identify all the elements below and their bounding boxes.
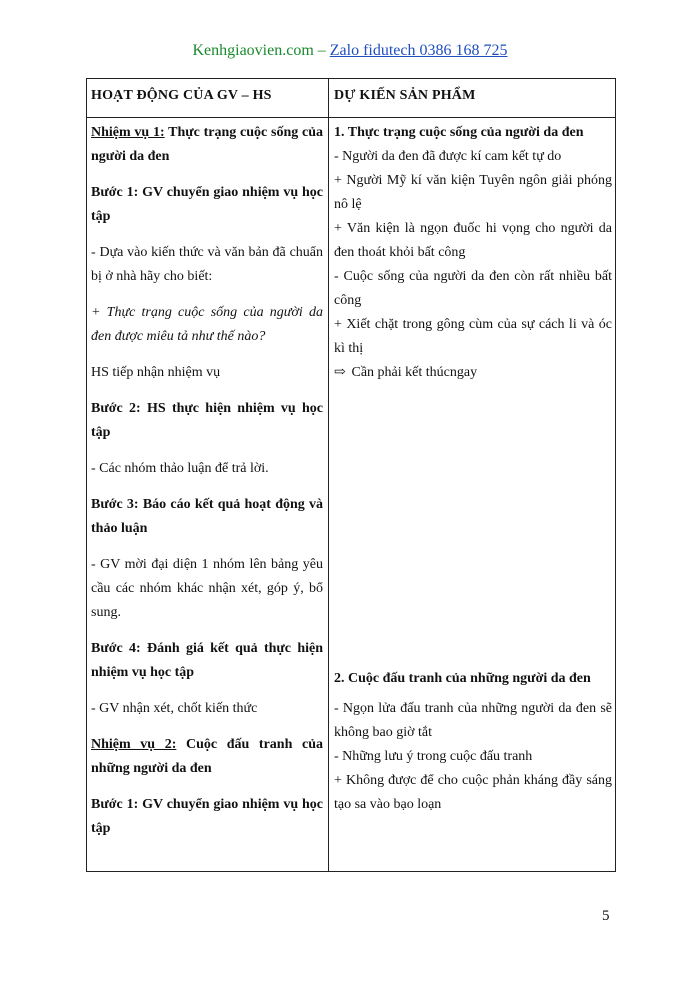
step2-heading: Bước 2: HS thực hiện nhiệm vụ học tập — [91, 401, 323, 440]
step4-text: - GV nhận xét, chốt kiến thức — [91, 701, 258, 716]
page-number: 5 — [602, 908, 610, 924]
section1-line: + Xiết chặt trong gông cùm của sự cách li và óc kì thị — [334, 317, 612, 356]
header-site: Kenhgiaovien.com — [192, 42, 314, 59]
section2-line: + Không được để cho cuộc phản kháng đầy sáng tạo sa vào bạo loạn — [334, 773, 612, 812]
col1-header: HOẠT ĐỘNG CỦA GV – HS — [91, 88, 272, 103]
teacher-student-column — [91, 119, 323, 841]
step1-question: + Thực trạng cuộc sống của người da đen được miêu tả như thế nào? — [91, 305, 323, 344]
section2-line: - Những lưu ý trong cuộc đấu tranh — [334, 749, 533, 764]
task1-heading — [91, 121, 323, 169]
step3-text: - GV mời đại diện 1 nhóm lên bảng yêu cầu các nhóm khác nhận xét, góp ý, bổ sung. — [91, 557, 323, 620]
section1-line: + Người Mỹ kí văn kiện Tuyên ngôn giải phóng nô lệ — [334, 173, 612, 212]
section2-line: - Ngọn lửa đấu tranh của những người da đen sẽ không bao giờ tắt — [334, 701, 612, 740]
header-divider — [87, 117, 615, 118]
section1-line: - Người da đen đã được kí cam kết tự do — [334, 149, 562, 164]
arrow-right-icon: ⇨ — [334, 365, 346, 380]
step3-heading: Bước 3: Báo cáo kết quả hoạt động và thảo luận — [91, 497, 323, 536]
col2-header: DỰ KIẾN SẢN PHẨM — [334, 88, 476, 103]
task2-title: Cuộc đấu tranh của những người da đen — [91, 737, 323, 776]
task2-label: Nhiệm vụ 2: — [91, 737, 177, 752]
section2-title: 2. Cuộc đấu tranh của những người da đen — [334, 671, 591, 686]
section1-line: + Văn kiện là ngọn đuốc hi vọng cho người da đen thoát khỏi bất công — [334, 221, 612, 260]
step2-text: - Các nhóm thảo luận để trả lời. — [91, 461, 269, 476]
header-contact-link[interactable]: Zalo fidutech 0386 168 725 — [329, 42, 508, 59]
header-separator: – — [313, 42, 330, 59]
section1-title: 1. Thực trạng cuộc sống của người da đen — [334, 125, 584, 140]
section1-conclusion — [334, 361, 612, 385]
hs-receive-text: HS tiếp nhận nhiệm vụ — [91, 365, 221, 380]
column-divider — [328, 79, 329, 871]
page-header — [0, 42, 700, 60]
task1-title: Thực trạng cuộc sống của người da đen — [91, 125, 323, 164]
task2-step1-heading: Bước 1: GV chuyển giao nhiệm vụ học tập — [91, 797, 323, 836]
task1-label: Nhiệm vụ 1: — [91, 125, 165, 140]
conclusion-text: Cần phải kết thúcngay — [351, 365, 478, 380]
section1-line: - Cuộc sống của người da đen còn rất nhiều bất công — [334, 269, 612, 308]
task2-heading — [91, 733, 323, 781]
expected-product-column — [334, 119, 612, 817]
step4-heading: Bước 4: Đánh giá kết quả thực hiện nhiệm vụ học tập — [91, 641, 323, 680]
lesson-table — [86, 78, 616, 872]
step1-heading: Bước 1: GV chuyển giao nhiệm vụ học tập — [91, 185, 323, 224]
step1-text: - Dựa vào kiến thức và văn bản đã chuẩn bị ở nhà hãy cho biết: — [91, 245, 323, 284]
